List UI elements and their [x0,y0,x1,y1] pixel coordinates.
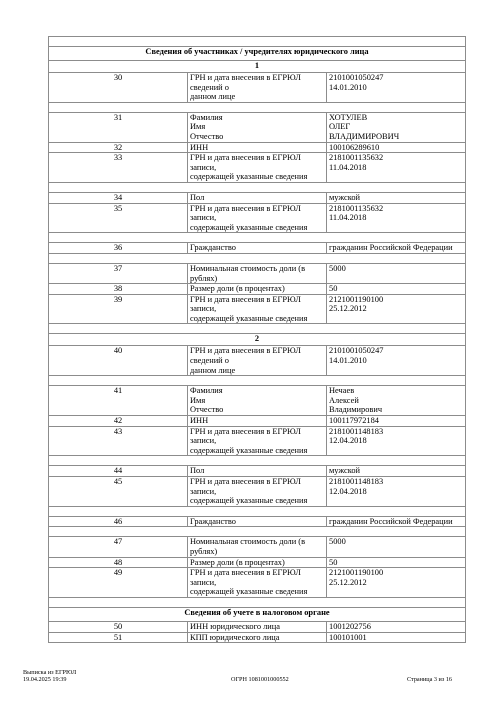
spacer-row [49,233,466,243]
row-number: 37 [49,263,188,283]
row-label: Номинальная стоимость доли (в рублях) [188,537,327,557]
participant-number: 1 [49,61,466,73]
row-number: 35 [49,203,188,233]
row-value: 100106289610 [327,142,466,153]
row-number: 48 [49,557,188,568]
participant-number: 2 [49,334,466,346]
table-row [49,537,466,557]
row-number: 39 [49,294,188,324]
spacer-row [49,37,466,47]
row-value: 2101001050247 14.01.2010 [327,73,466,103]
row-value: мужской [327,192,466,203]
row-number: 50 [49,621,188,632]
row-label: ГРН и дата внесения в ЕГРЮЛ записи, содержащей указанные сведения [188,203,327,233]
section-title-tax: Сведения об учете в налоговом органе [49,607,466,621]
row-number: 42 [49,416,188,427]
row-label: ГРН и дата внесения в ЕГРЮЛ сведений о данном лице [188,73,327,103]
row-number: 30 [49,73,188,103]
row-label: Фамилия Имя Отчество [188,386,327,416]
row-value: 2181001148183 12.04.2018 [327,477,466,507]
spacer-row [49,253,466,263]
table-row [49,142,466,153]
row-label: Фамилия Имя Отчество [188,112,327,142]
table-row [49,621,466,632]
row-value: 2121001190100 25.12.2012 [327,568,466,598]
table-row [49,416,466,427]
row-value: 50 [327,284,466,295]
spacer-row [49,182,466,192]
table-row [49,426,466,456]
row-value: гражданин Российской Федерации [327,516,466,527]
row-value: 2181001148183 12.04.2018 [327,426,466,456]
row-value: Нечаев Алексей Владимирович [327,386,466,416]
row-label: ГРН и дата внесения в ЕГРЮЛ записи, содержащей указанные сведения [188,477,327,507]
table-row [49,203,466,233]
row-value: мужской [327,466,466,477]
row-label: ГРН и дата внесения в ЕГРЮЛ записи, содержащей указанные сведения [188,426,327,456]
extract-table [48,36,466,643]
spacer-row [49,102,466,112]
row-label: ГРН и дата внесения в ЕГРЮЛ записи, содержащей указанные сведения [188,294,327,324]
table-row [49,294,466,324]
row-label: Размер доли (в процентах) [188,284,327,295]
row-label: ИНН юридического лица [188,621,327,632]
row-label: Размер доли (в процентах) [188,557,327,568]
row-value: 2101001050247 14.01.2010 [327,346,466,376]
row-value: 2121001190100 25.12.2012 [327,294,466,324]
row-number: 34 [49,192,188,203]
table-row [49,632,466,643]
row-value: ХОТУЛЕВ ОЛЕГ ВЛАДИМИРОВИЧ [327,112,466,142]
footer-document-name: Выписка из ЕГРЮЛ [23,669,77,676]
spacer-row [49,376,466,386]
row-number: 40 [49,346,188,376]
row-label: ГРН и дата внесения в ЕГРЮЛ сведений о данном лице [188,346,327,376]
row-label: Пол [188,466,327,477]
row-number: 44 [49,466,188,477]
row-number: 31 [49,112,188,142]
row-number: 33 [49,153,188,183]
row-value: гражданин Российской Федерации [327,243,466,254]
row-number: 46 [49,516,188,527]
section-title-participants: Сведения об участниках / учредителях юридического лица [49,47,466,61]
row-value: 2181001135632 11.04.2018 [327,203,466,233]
table-row [49,568,466,598]
spacer-row [49,597,466,607]
row-label: Пол [188,192,327,203]
spacer-row [49,456,466,466]
row-number: 32 [49,142,188,153]
row-label: ГРН и дата внесения в ЕГРЮЛ записи, содержащей указанные сведения [188,568,327,598]
table-row [49,112,466,142]
row-number: 41 [49,386,188,416]
table-row [49,153,466,183]
table-row [49,466,466,477]
spacer-row [49,527,466,537]
row-label: ИНН [188,142,327,153]
row-number: 36 [49,243,188,254]
row-label: Гражданство [188,243,327,254]
table-row [49,73,466,103]
footer-document-info [23,669,76,683]
row-number: 51 [49,632,188,643]
row-value: 5000 [327,537,466,557]
row-label: ИНН [188,416,327,427]
row-label: КПП юридического лица [188,632,327,643]
table-row [49,386,466,416]
row-number: 49 [49,568,188,598]
footer-page-number: Страница 3 из 16 [407,676,453,683]
row-number: 47 [49,537,188,557]
row-value: 100101001 [327,632,466,643]
table-row [49,243,466,254]
row-value: 100117972184 [327,416,466,427]
table-row [49,346,466,376]
row-number: 43 [49,426,188,456]
spacer-row [49,506,466,516]
row-value: 5000 [327,263,466,283]
table-row [49,557,466,568]
row-label: Гражданство [188,516,327,527]
table-row [49,284,466,295]
table-row [49,192,466,203]
row-number: 45 [49,477,188,507]
row-number: 38 [49,284,188,295]
table-row [49,516,466,527]
spacer-row [49,324,466,334]
footer-datetime: 19.04.2025 19:39 [23,676,67,683]
row-value: 50 [327,557,466,568]
row-value: 2181001135632 11.04.2018 [327,153,466,183]
row-label: Номинальная стоимость доли (в рублях) [188,263,327,283]
row-label: ГРН и дата внесения в ЕГРЮЛ записи, содержащей указанные сведения [188,153,327,183]
table-row [49,263,466,283]
row-value: 1001202756 [327,621,466,632]
table-row [49,477,466,507]
footer-ogrn: ОГРН 1081001000552 [231,676,289,683]
